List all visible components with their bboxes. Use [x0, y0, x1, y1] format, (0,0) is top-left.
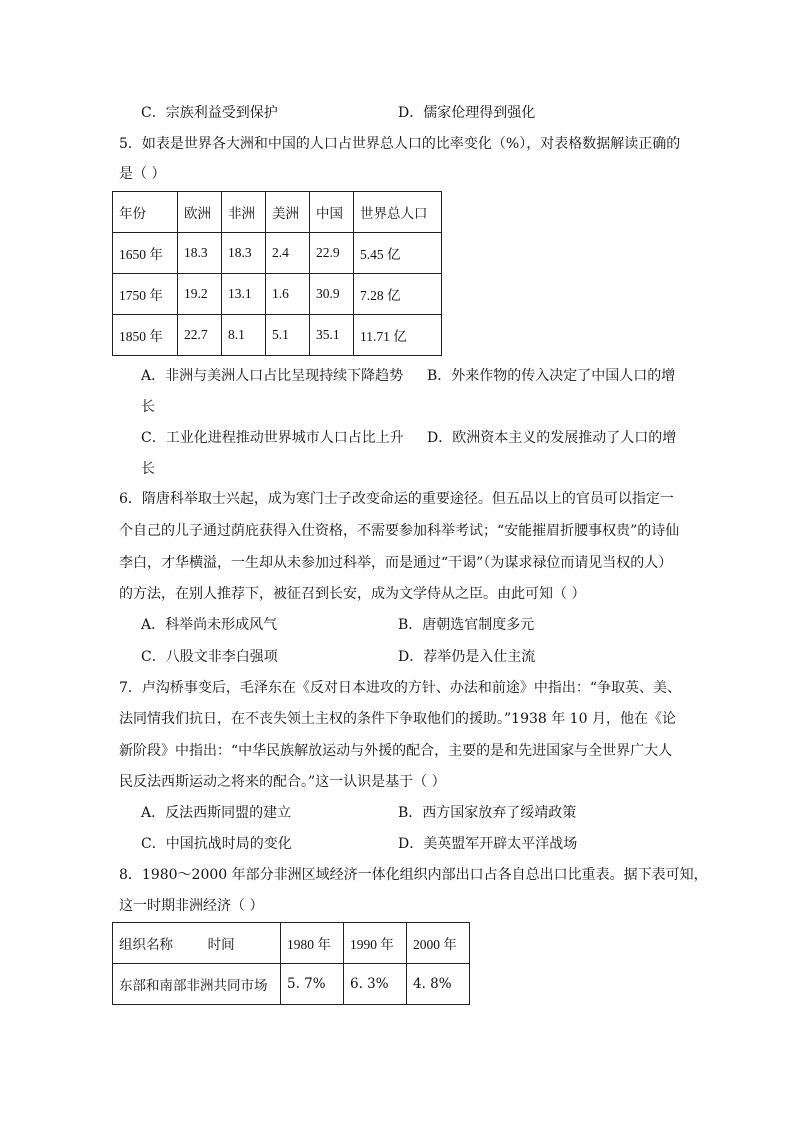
table-cell: 7.28 亿 — [354, 274, 442, 315]
export-share-table — [112, 922, 470, 1005]
table-header-cell: 年份 — [113, 192, 178, 233]
q6-option-d: D．荐举仍是入仕主流 — [398, 649, 536, 665]
table-cell: 8.1 — [222, 315, 266, 356]
table-header-cell: 1980 年 — [281, 923, 344, 964]
q5-stem-line2: 是（ ） — [119, 166, 166, 182]
table-row — [113, 233, 442, 274]
table-header-cell: 欧洲 — [178, 192, 222, 233]
table-cell: 1750 年 — [113, 274, 178, 315]
population-table — [112, 191, 442, 356]
q6-stem-line4: 的方法，在别人推荐下，被征召到长安，成为文学侍从之臣。由此可知（ ） — [119, 586, 586, 602]
q4-option-c: C．宗族利益受到保护 — [141, 105, 278, 121]
q5-option-a: A．非洲与美洲人口占比呈现持续下降趋势 — [141, 368, 404, 384]
table-cell: 30.9 — [310, 274, 354, 315]
table-cell: 4. 8% — [407, 964, 470, 1005]
table-row — [113, 964, 470, 1005]
header-time-label: 时间 — [207, 937, 235, 953]
table-cell: 35.1 — [310, 315, 354, 356]
q7-option-b: B．西方国家放弃了绥靖政策 — [398, 805, 577, 821]
q6-option-b: B．唐朝选官制度多元 — [398, 617, 535, 633]
table-cell: 19.2 — [178, 274, 222, 315]
table-cell: 5.45 亿 — [354, 233, 442, 274]
q7-stem-line2: 法同情我们抗日，在不丧失领土主权的条件下争取他们的援助。”1938 年 10 月，他在《论 — [119, 711, 676, 727]
table-header-cell: 世界总人口 — [354, 192, 442, 233]
q5-stem-line1: 5．如表是世界各大洲和中国的人口占世界总人口的比率变化（%），对表格数据解读正确的 — [119, 136, 681, 152]
table-header-cell: 中国 — [310, 192, 354, 233]
header-org-label: 组织名称 — [119, 937, 173, 953]
q7-option-a: A．反法西斯同盟的建立 — [141, 805, 292, 821]
table-header-row — [113, 923, 470, 964]
q7-stem-line1: 7．卢沟桥事变后，毛泽东在《反对日本进攻的方针、办法和前途》中指出：“争取英、美、 — [119, 680, 682, 696]
q7-stem-line4: 民反法西斯运动之将来的配合。”这一认识是基于（ ） — [119, 774, 446, 790]
table-cell: 2.4 — [266, 233, 310, 274]
q5-option-b-cont: 长 — [141, 399, 155, 415]
table-row — [113, 315, 442, 356]
q6-option-a: A．科举尚未形成风气 — [141, 617, 278, 633]
table-cell: 6. 3% — [344, 964, 407, 1005]
table-header-cell — [113, 923, 281, 964]
table-cell: 18.3 — [178, 233, 222, 274]
table-cell: 1.6 — [266, 274, 310, 315]
table-cell: 22.9 — [310, 233, 354, 274]
table-cell: 5. 7% — [281, 964, 344, 1005]
q6-option-c: C．八股文非李白强项 — [141, 649, 278, 665]
q6-stem-line1: 6．隋唐科举取士兴起，成为寒门士子改变命运的重要途径。但五品以上的官员可以指定一 — [119, 491, 674, 507]
table-header-cell: 1990 年 — [344, 923, 407, 964]
q4-option-d: D．儒家伦理得到强化 — [398, 105, 536, 121]
q7-option-c: C．中国抗战时局的变化 — [141, 836, 292, 852]
q6-stem-line3: 李白，才华横溢，一生却从未参加过科举，而是通过“干谒”（为谋求禄位而请见当权的人） — [119, 555, 673, 571]
table-row — [113, 274, 442, 315]
table-cell: 1850 年 — [113, 315, 178, 356]
table-cell: 13.1 — [222, 274, 266, 315]
table-cell: 东部和南部非洲共同市场 — [113, 964, 281, 1005]
q8-stem-line2: 这一时期非洲经济（ ） — [119, 898, 264, 914]
q5-option-b: B．外来作物的传入决定了中国人口的增 — [427, 368, 676, 384]
table-cell: 18.3 — [222, 233, 266, 274]
table-header-cell: 非洲 — [222, 192, 266, 233]
table-header-cell: 2000 年 — [407, 923, 470, 964]
q5-option-d-cont: 长 — [141, 461, 155, 477]
q5-option-d: D．欧洲资本主义的发展推动了人口的增 — [427, 430, 677, 446]
table-cell: 22.7 — [178, 315, 222, 356]
q7-stem-line3: 新阶段》中指出：“中华民族解放运动与外援的配合，主要的是和先进国家与全世界广大人 — [119, 743, 673, 759]
table-cell: 5.1 — [266, 315, 310, 356]
q6-stem-line2: 个自己的儿子通过荫庇获得入仕资格，不需要参加科举考试；“安能摧眉折腰事权贵”的诗仙 — [119, 523, 680, 539]
q7-option-d: D．美英盟军开辟太平洋战场 — [398, 836, 578, 852]
q8-stem-line1: 8．1980～2000 年部分非洲区域经济一体化组织内部出口占各自总出口比重表。据下表可知， — [119, 867, 708, 883]
table-header-row — [113, 192, 442, 233]
q5-option-c: C．工业化进程推动世界城市人口占比上升 — [141, 430, 404, 446]
table-header-cell: 美洲 — [266, 192, 310, 233]
table-cell: 1650 年 — [113, 233, 178, 274]
table-cell: 11.71 亿 — [354, 315, 442, 356]
